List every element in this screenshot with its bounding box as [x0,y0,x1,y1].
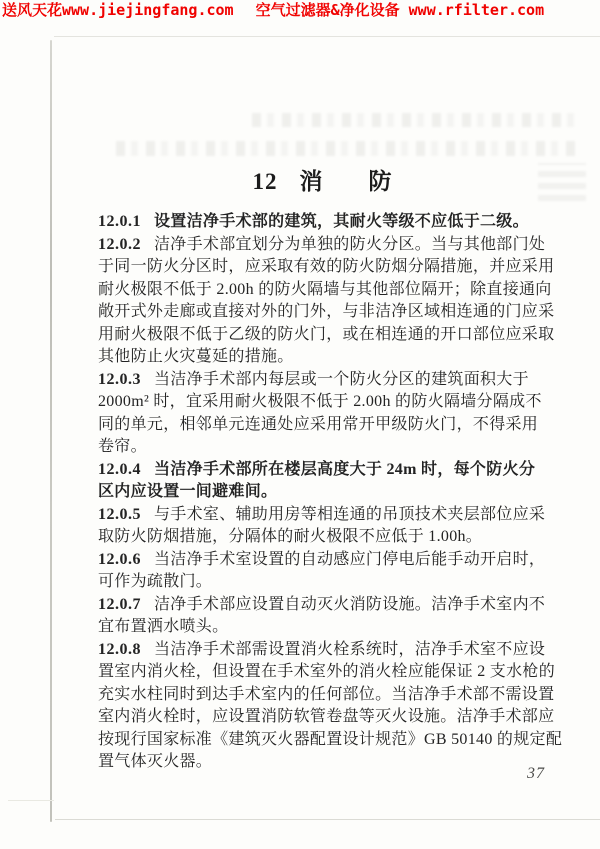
clause-line: 其他防止火灾蔓延的措施。 [98,348,294,365]
clause-text: 洁净手术部宜划分为单独的防火分区。当与其他部门处 [154,235,546,253]
clause-line [98,594,546,617]
watermark-header [2,1,598,19]
clause-line [98,504,546,527]
clause-line: 取防火防烟措施，分隔体的耐火极限不应低于 1.00h。 [98,528,483,545]
bleedthrough-text-artifact [252,113,580,127]
clause-text: 洁净手术部应设置自动灭火消防设施。洁净手术室内不 [154,595,546,613]
clause-line: 耐火极限不低于 2.00h 的防火隔墙与其他部位隔开；除直接通向 [98,280,552,298]
clause-number: 12.0.3 [98,370,141,388]
clause-number: 12.0.2 [98,235,141,253]
clause-line: 宜布置洒水喷头。 [98,618,229,635]
clause-line: 卷帘。 [98,438,147,455]
clause-text: 当洁净手术部所在楼层高度大于 24m 时，每个防火分 [154,460,536,478]
bleedthrough-text-artifact [116,141,580,156]
chapter-heading [0,163,600,196]
chapter-number: 12 [252,169,278,194]
clause-text: 当洁净手术部内每层或一个防火分区的建筑面积大于 [154,370,529,388]
clause-line [98,549,546,572]
clause-line: 同的单元，相邻单元连通处应采用常开甲级防火门，不得采用 [98,415,539,433]
clause-line: 室内消火栓时，应设置消防软管卷盘等灭火设施。洁净手术部应 [98,708,555,725]
clause-line: 于同一防火分区时，应采取有效的防火防烟分隔措施，并应采用 [98,258,555,275]
scan-binding-line [50,40,52,822]
clause-line [98,211,529,234]
clause-text: 与手术室、辅助用房等相连通的吊顶技术夹层部位应采 [154,505,546,523]
clause-line: 充实水柱同时到达手术室内的任何部位。当洁净手术部不需设置 [98,685,555,703]
clause-line: 敞开式外走廊或直接对外的门外，与非洁净区域相连通的门应采 [98,303,555,320]
clause-12-0-6 [98,549,546,594]
clause-number: 12.0.1 [98,213,141,230]
clause-line [98,234,546,257]
chapter-title: 消 防 [299,169,392,194]
clause-number: 12.0.8 [98,640,141,658]
page-number: 37 [527,765,545,782]
scan-smudge [8,800,54,801]
clause-text: 设置洁净手术部的建筑，其耐火等级不应低于二级。 [154,213,529,230]
scan-edge-top [54,36,600,37]
clause-line: 置气体灭火器。 [98,753,213,770]
clause-text: 当洁净手术室设置的自动感应门停电后能手动开启时， [154,550,546,568]
clause-number: 12.0.4 [98,460,141,478]
clause-line: 用耐火极限不低于乙级的防火门，或在相连通的开口部位应采取 [98,325,555,343]
clause-line [98,639,546,662]
clause-12-0-4 [98,459,536,504]
clause-12-0-5 [98,504,546,549]
clause-line: 可作为疏散门。 [98,573,213,590]
clause-line: 按现行国家标准《建筑灭火器配置设计规范》GB 50140 的规定配 [98,730,563,748]
clause-number: 12.0.6 [98,550,141,568]
watermark-site-right: 空气过滤器&净化设备 www.rfilter.com [255,1,545,19]
clause-line: 区内应设置一间避难间。 [98,483,278,500]
clause-number: 12.0.5 [98,505,141,523]
clause-line: 2000m² 时，宜采用耐火极限不低于 2.00h 的防火隔墙分隔成不 [98,393,542,410]
clause-number: 12.0.7 [98,595,141,613]
clause-line [98,459,536,482]
clause-12-0-2 [98,234,555,369]
clause-text: 当洁净手术部需设置消火栓系统时，洁净手术室不应设 [154,640,546,658]
clause-12-0-3 [98,369,542,459]
scan-edge-bottom [55,819,600,820]
clause-12-0-1 [98,211,529,234]
clause-line [98,369,529,392]
watermark-site-left: 送风天花www.jiejingfang.com [2,1,234,19]
clause-line: 置室内消火栓，但设置在手术室外的消火栓应能保证 2 支水枪的 [98,663,556,680]
clause-12-0-7 [98,594,546,639]
